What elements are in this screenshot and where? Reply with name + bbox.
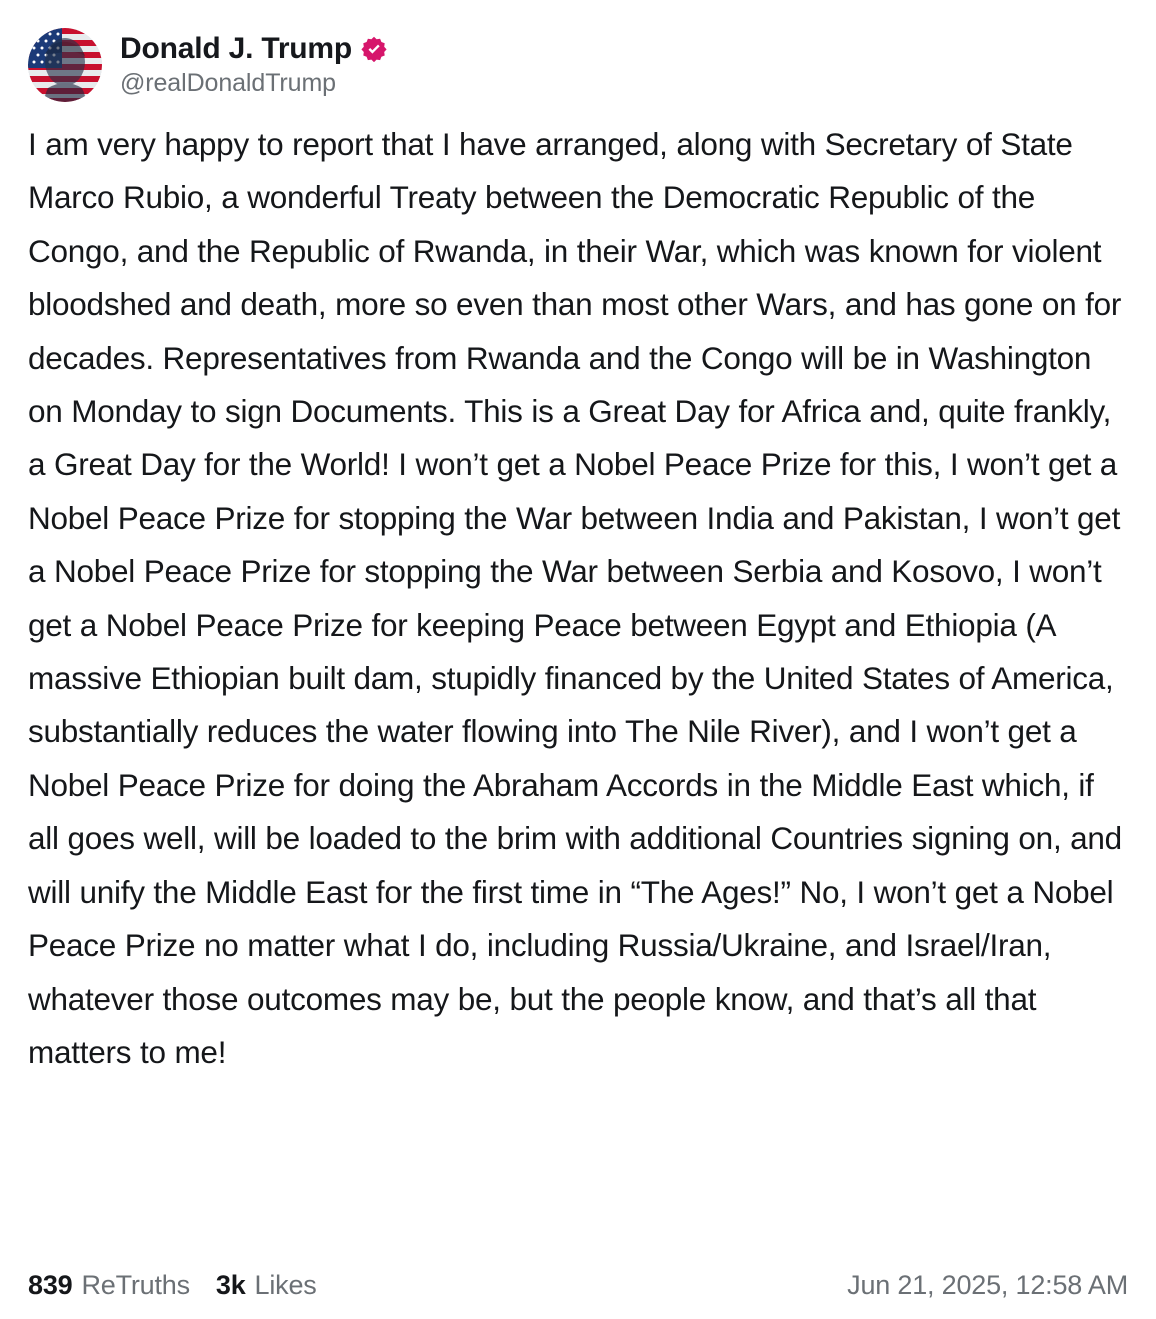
post-header bbox=[28, 22, 1128, 112]
author-handle[interactable]: @realDonaldTrump bbox=[120, 69, 336, 98]
post-content-text: I am very happy to report that I have arranged, along with Secretary of State Marco Rubio, a wonderful Treaty between the Democratic Republic of the Congo, and the Republic of Rwanda, in their War, which was known for violent bloodshed and death, more so even than most other Wars, and has gone on for decades. Representatives from Rwanda and the Congo will be in Washington on Monday to sign Documents. This is a Great Day for Africa and, quite frankly, a Great Day for the World! I won’t get a Nobel Peace Prize for this, I won’t get a Nobel Peace Prize for stopping the War between India and Pakistan, I won’t get a Nobel Peace Prize for stopping the War between Serbia and Kosovo, I won’t get a Nobel Peace Prize for keeping Peace between Egypt and Ethiopia (A massive Ethiopian built dam, stupidly financed by the United States of America, substantially reduces the water flowing into The Nile River), and I won’t get a Nobel Peace Prize for doing the Abraham Accords in the Middle East which, if all goes well, will be loaded to the brim with additional Countries signing on, and will unify the Middle East for the first time in “The Ages!” No, I won’t get a Nobel Peace Prize no matter what I do, including Russia/Ukraine, and Israel/Iran, whatever those outcomes may be, but the people know, and that’s all that matters to me! bbox=[28, 126, 1122, 1070]
author-identity bbox=[120, 32, 387, 99]
post-timestamp: Jun 21, 2025, 12:58 AM bbox=[847, 1270, 1128, 1300]
likes-stat[interactable] bbox=[216, 1270, 317, 1301]
verified-badge-icon bbox=[361, 36, 387, 62]
likes-count: 3k bbox=[215, 1270, 246, 1300]
retruths-stat[interactable] bbox=[28, 1270, 190, 1301]
retruths-label: ReTruths bbox=[81, 1270, 190, 1300]
post-footer bbox=[28, 1248, 1128, 1301]
post-stats bbox=[28, 1270, 317, 1301]
author-display-name[interactable]: Donald J. Trump bbox=[120, 31, 353, 65]
author-name-row bbox=[120, 32, 387, 67]
trump-american-flag-avatar[interactable] bbox=[28, 28, 102, 102]
likes-label: Likes bbox=[254, 1270, 317, 1300]
retruths-count: 839 bbox=[28, 1270, 73, 1300]
